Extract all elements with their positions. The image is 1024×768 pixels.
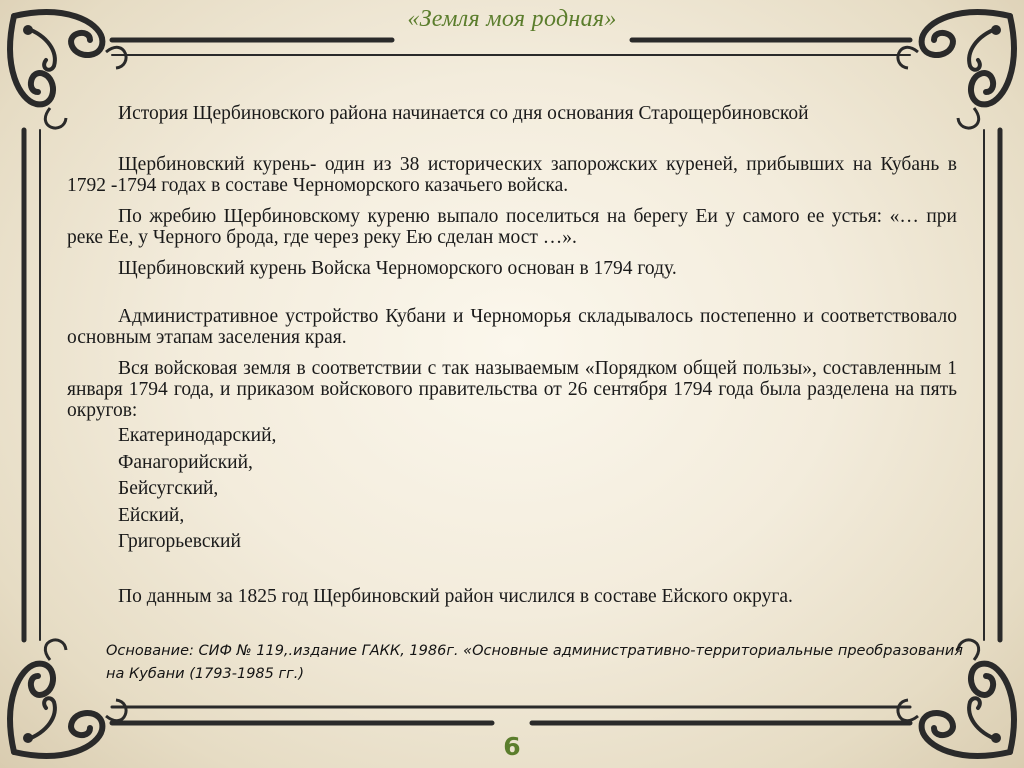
list-item: Екатеринодарский, <box>118 425 277 446</box>
list-item: Фанагорийский, <box>118 451 253 473</box>
slide-title: «Земля моя родная» <box>407 6 617 32</box>
districts-list <box>67 423 957 556</box>
paragraph-1825: По данным за 1825 год Щербиновский район числился в составе Ейского округа. <box>118 585 793 607</box>
paragraph-administration: Административное устройство Кубани и Черноморья складывалось постепенно и соответствовало основным этапам заселения края. <box>67 306 957 348</box>
paragraph-kuren: Щербиновский курень- один из 38 исторических запорожских куреней, прибывших на Кубань в 1792 -1794 годах в составе Черноморского казачьего войска. <box>67 154 957 196</box>
paragraph-founding: История Щербиновского района начинается со дня основания Старощербиновской <box>118 103 809 124</box>
list-item: Григорьевский <box>118 531 241 552</box>
list-item: Ейский, <box>118 504 185 526</box>
page-number: 6 <box>503 732 521 761</box>
source-note: Основание: СИФ № 119,.издание ГАКК, 1986г. «Основные административно-территориальные преобразования на Кубани (1793-1985 гг.) <box>106 643 963 682</box>
main-text <box>67 103 957 607</box>
paragraph-lot: По жребию Щербиновскому куреню выпало поселиться на берегу Еи у самого ее устья: «… при реке Ее, у Черного брода, где через реку Ею сделан мост …». <box>67 206 957 248</box>
paragraph-founded: Щербиновский курень Войска Черноморского основан в 1794 году. <box>118 258 677 279</box>
paragraph-districts: Вся войсковая земля в соответствии с так называемым «Порядком общей пользы», составленным 1 января 1794 года, и приказом войскового правительства от 26 сентября 1794 года была разделена на пять округов: <box>67 358 957 421</box>
list-item: Бейсугский, <box>118 478 219 499</box>
